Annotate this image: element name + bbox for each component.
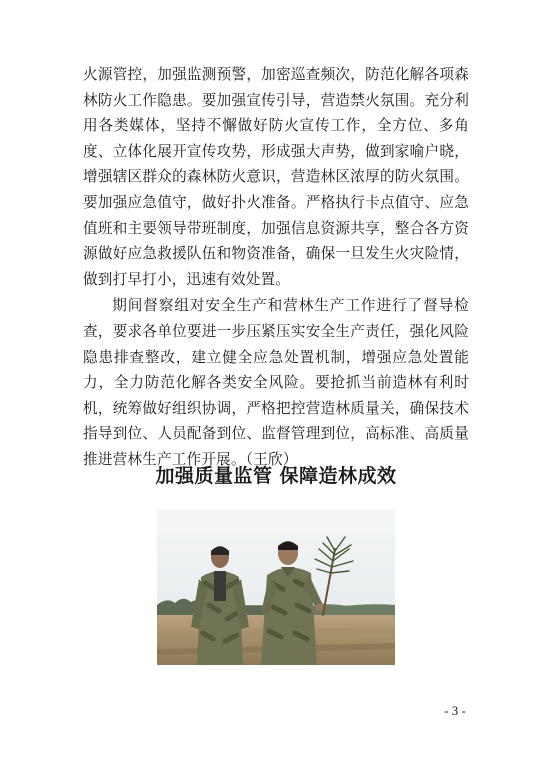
page-number: - 3 - <box>444 703 466 718</box>
paragraph-2: 期间督察组对安全生产和营林生产工作进行了督导检查，要求各单位要进一步压紧压实安全生产责任，强化风险隐患排查整改，建立健全应急处置机制，增强应急处置能力，全力防范化解各类安全风险。要抢抓当前造林有利时机，统筹做好组织协调，严格把控营造林质量关，确保技术指导到位、人员配备到位、监督管理到位，高标准、高质量推进营林生产工作开展。（王欣） <box>83 297 469 468</box>
article-body <box>83 62 469 473</box>
article-photo <box>157 509 395 665</box>
paragraph-1: 火源管控，加强监测预警，加密巡查频次，防范化解各项森林防火工作隐患。要加强宣传引导，营造禁火氛围。充分利用各类媒体，坚持不懈做好防火宣传工作，全方位、多角度、立体化展开宣传攻势，形成强大声势，做到家喻户晓，增强辖区群众的森林防火意识，营造林区浓厚的防火氛围。要加强应急值守，做好扑火准备。严格执行卡点值守、应急值班和主要领导带班制度，加强信息资源共享，整合各方资源做好应急救援队伍和物资准备，确保一旦发生火灾险情，做到打早打小，迅速有效处置。 <box>83 66 469 288</box>
article-title: 加强质量监管 保障造林成效 <box>155 465 397 487</box>
